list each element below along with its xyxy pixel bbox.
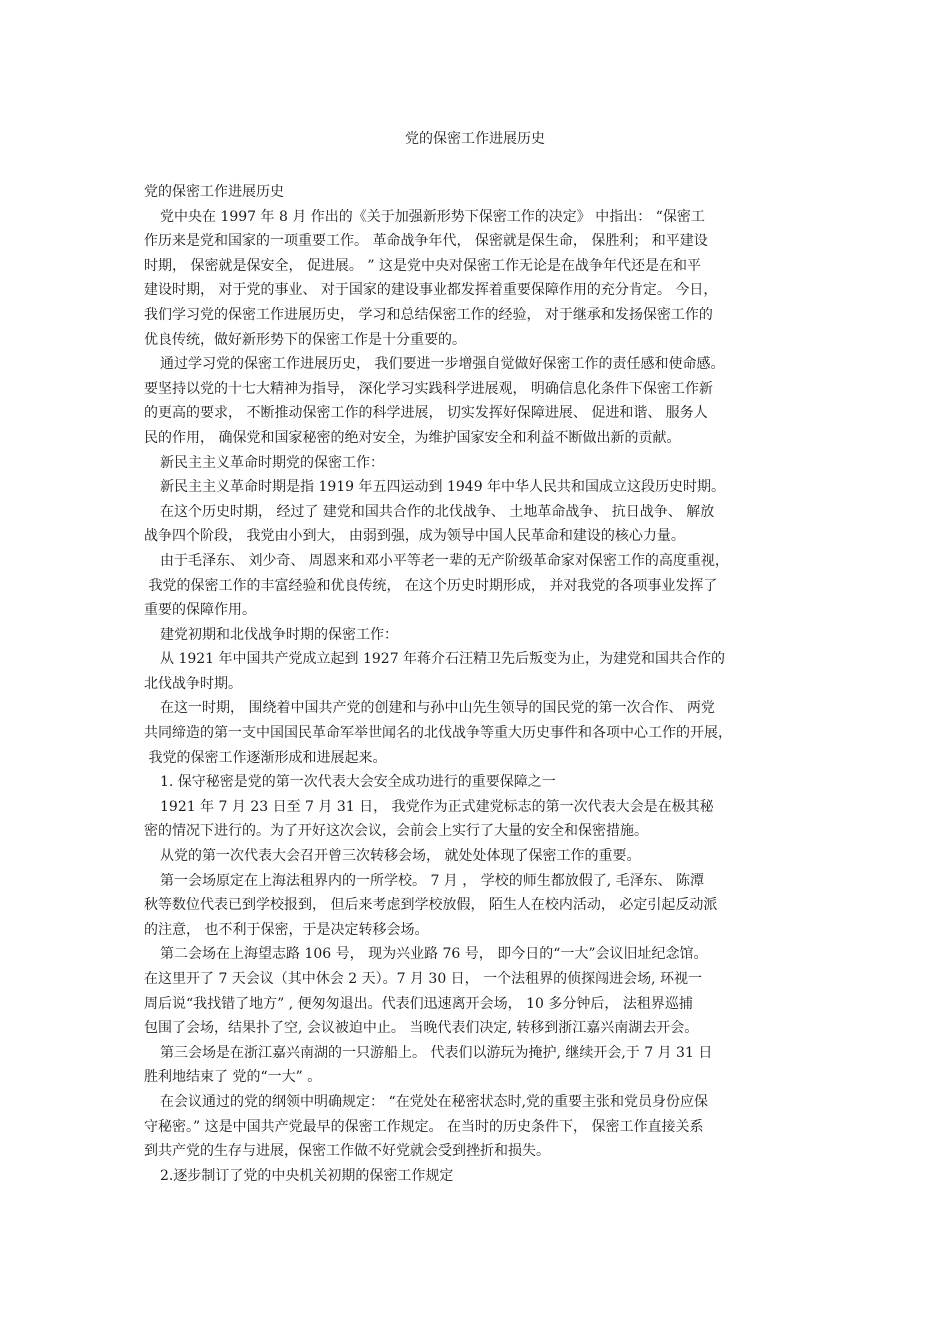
text-line: 包围了会场，结果扑了空, 会议被迫中止。 当晚代表们决定, 转移到浙江嘉兴南湖去开会。 [144, 1020, 699, 1037]
text-line: 要坚持以党的十七大精神为指导， 深化学习实践科学进展观， 明确信息化条件下保密工作新 [144, 380, 713, 397]
text-line: 战争四个阶段， 我党由小到大， 由弱到强，成为领导中国人民革命和建设的核心力量。 [144, 528, 685, 545]
text-line: 在这一时期， 围绕着中国共产党的创建和与孙中山先生领导的国民党的第一次合作、 两党 [160, 700, 715, 717]
text-line: 2.逐步制订了党的中央机关初期的保密工作规定 [160, 1167, 454, 1184]
text-line: 通过学习党的保密工作进展历史， 我们要进一步增强自觉做好保密工作的责任感和使命感。 [160, 356, 725, 373]
text-line: 由于毛泽东、 刘少奇、 周恩来和邓小平等老一辈的无产阶级革命家对保密工作的高度重视， [160, 552, 729, 569]
text-line: 第三会场是在浙江嘉兴南湖的一只游船上。 代表们以游玩为掩护, 继续开会,于 7 月 31 日 [160, 1044, 713, 1061]
text-line: 秋等数位代表已到学校报到， 但后来考虑到学校放假， 陌生人在校内活动， 必定引起反动派 [144, 897, 718, 914]
text-line: 第一会场原定在上海法租界内的一所学校。 7 月 ， 学校的师生都放假了, 毛泽东、 陈潭 [160, 872, 705, 889]
text-line: 重要的保障作用。 [144, 602, 256, 619]
text-line: 新民主主义革命时期是指 1919 年五四运动到 1949 年中华人民共和国成立这段历史时期。 [160, 479, 726, 496]
text-line: 1. 保守秘密是党的第一次代表大会安全成功进行的重要保障之一 [160, 774, 556, 791]
text-line: 1921 年 7 月 23 日至 7 月 31 日， 我党作为正式建党标志的第一次代表大会是在极其秘 [160, 798, 714, 815]
text-line: 建设时期， 对于党的事业、 对于国家的建设事业都发挥着重要保障作用的充分肯定。 今日， [144, 282, 718, 299]
text-line: 我党的保密工作逐渐形成和进展起来。 [144, 749, 387, 766]
text-line: 作历来是党和国家的一项重要工作。 革命战争年代， 保密就是保生命， 保胜利； 和平建设 [144, 233, 708, 250]
text-line: 在这里开了 7 天会议（其中休会 2 天）。7 月 30 日， 一个法租界的侦探闯进会场, 环视一 [144, 971, 703, 987]
text-line: 优良传统，做好新形势下的保密工作是十分重要的。 [144, 331, 466, 348]
text-line: 我们学习党的保密工作进展历史， 学习和总结保密工作的经验， 对于继承和发扬保密工作的 [144, 306, 713, 323]
text-line: 民的作用， 确保党和国家秘密的绝对安全，为维护国家安全和利益不断做出新的贡献。 [144, 429, 681, 446]
text-line: 从党的第一次代表大会召开曾三次转移会场， 就处处体现了保密工作的重要。 [160, 848, 641, 865]
text-line: 新民主主义革命时期党的保密工作： [160, 454, 384, 471]
text-line: 我党的保密工作的丰富经验和优良传统， 在这个历史时期形成， 并对我党的各项事业发挥了 [144, 577, 718, 594]
text-line: 北伐战争时期。 [144, 675, 242, 692]
text-line: 的注意， 也不利于保密，于是决定转移会场。 [144, 921, 429, 938]
text-line: 在这个历史时期， 经过了 建党和国共合作的北伐战争、 土地革命战争、 抗日战争、 解放 [160, 503, 715, 520]
text-line: 共同缔造的第一支中国国民革命军举世闻名的北伐战争等重大历史事件和各项中心工作的开展， [144, 725, 732, 742]
text-line: 的更高的要求， 不断推动保密工作的科学进展， 切实发挥好保障进展、 促进和谐、 服务人 [144, 405, 708, 422]
text-line: 周后说“我找错了地方” , 便匆匆退出。代表们迅速离开会场， 10 多分钟后， 法租界巡捕 [144, 995, 693, 1012]
text-line: 密的情况下进行的。为了开好这次会议，会前会上实行了大量的安全和保密措施。 [144, 823, 648, 840]
document-title: 党的保密工作进展历史 [405, 131, 545, 147]
text-line: 从 1921 年中国共产党成立起到 1927 年蒋介石汪精卫先后叛变为止，为建党和国共合作的 [160, 651, 726, 668]
text-line: 时期， 保密就是保安全， 促进展。 ” 这是党中央对保密工作无论是在战争年代还是在和平 [144, 257, 701, 274]
text-line: 党中央在 1997 年 8 月 作出的《关于加强新形势下保密工作的决定》 中指出： “保密工 [160, 208, 705, 225]
text-line: 在会议通过的党的纲领中明确规定： “在党处在秘密状态时,党的重要主张和党员身份应保 [160, 1093, 709, 1110]
text-line: 到共产党的生存与进展，保密工作做不好党就会受到挫折和损失。 [144, 1143, 550, 1160]
document-body [144, 180, 812, 1188]
text-line: 胜利地结束了 党的“一大” 。 [144, 1069, 322, 1086]
text-line: 建党初期和北伐战争时期的保密工作： [160, 626, 398, 643]
text-line: 守秘密。” 这是中国共产党最早的保密工作规定。 在当时的历史条件下， 保密工作直接关系 [144, 1118, 704, 1135]
text-line: 第二会场在上海望志路 106 号， 现为兴业路 76 号， 即今日的“一大”会议旧址纪念馆。 [160, 946, 708, 963]
text-line: 党的保密工作进展历史 [144, 184, 284, 200]
